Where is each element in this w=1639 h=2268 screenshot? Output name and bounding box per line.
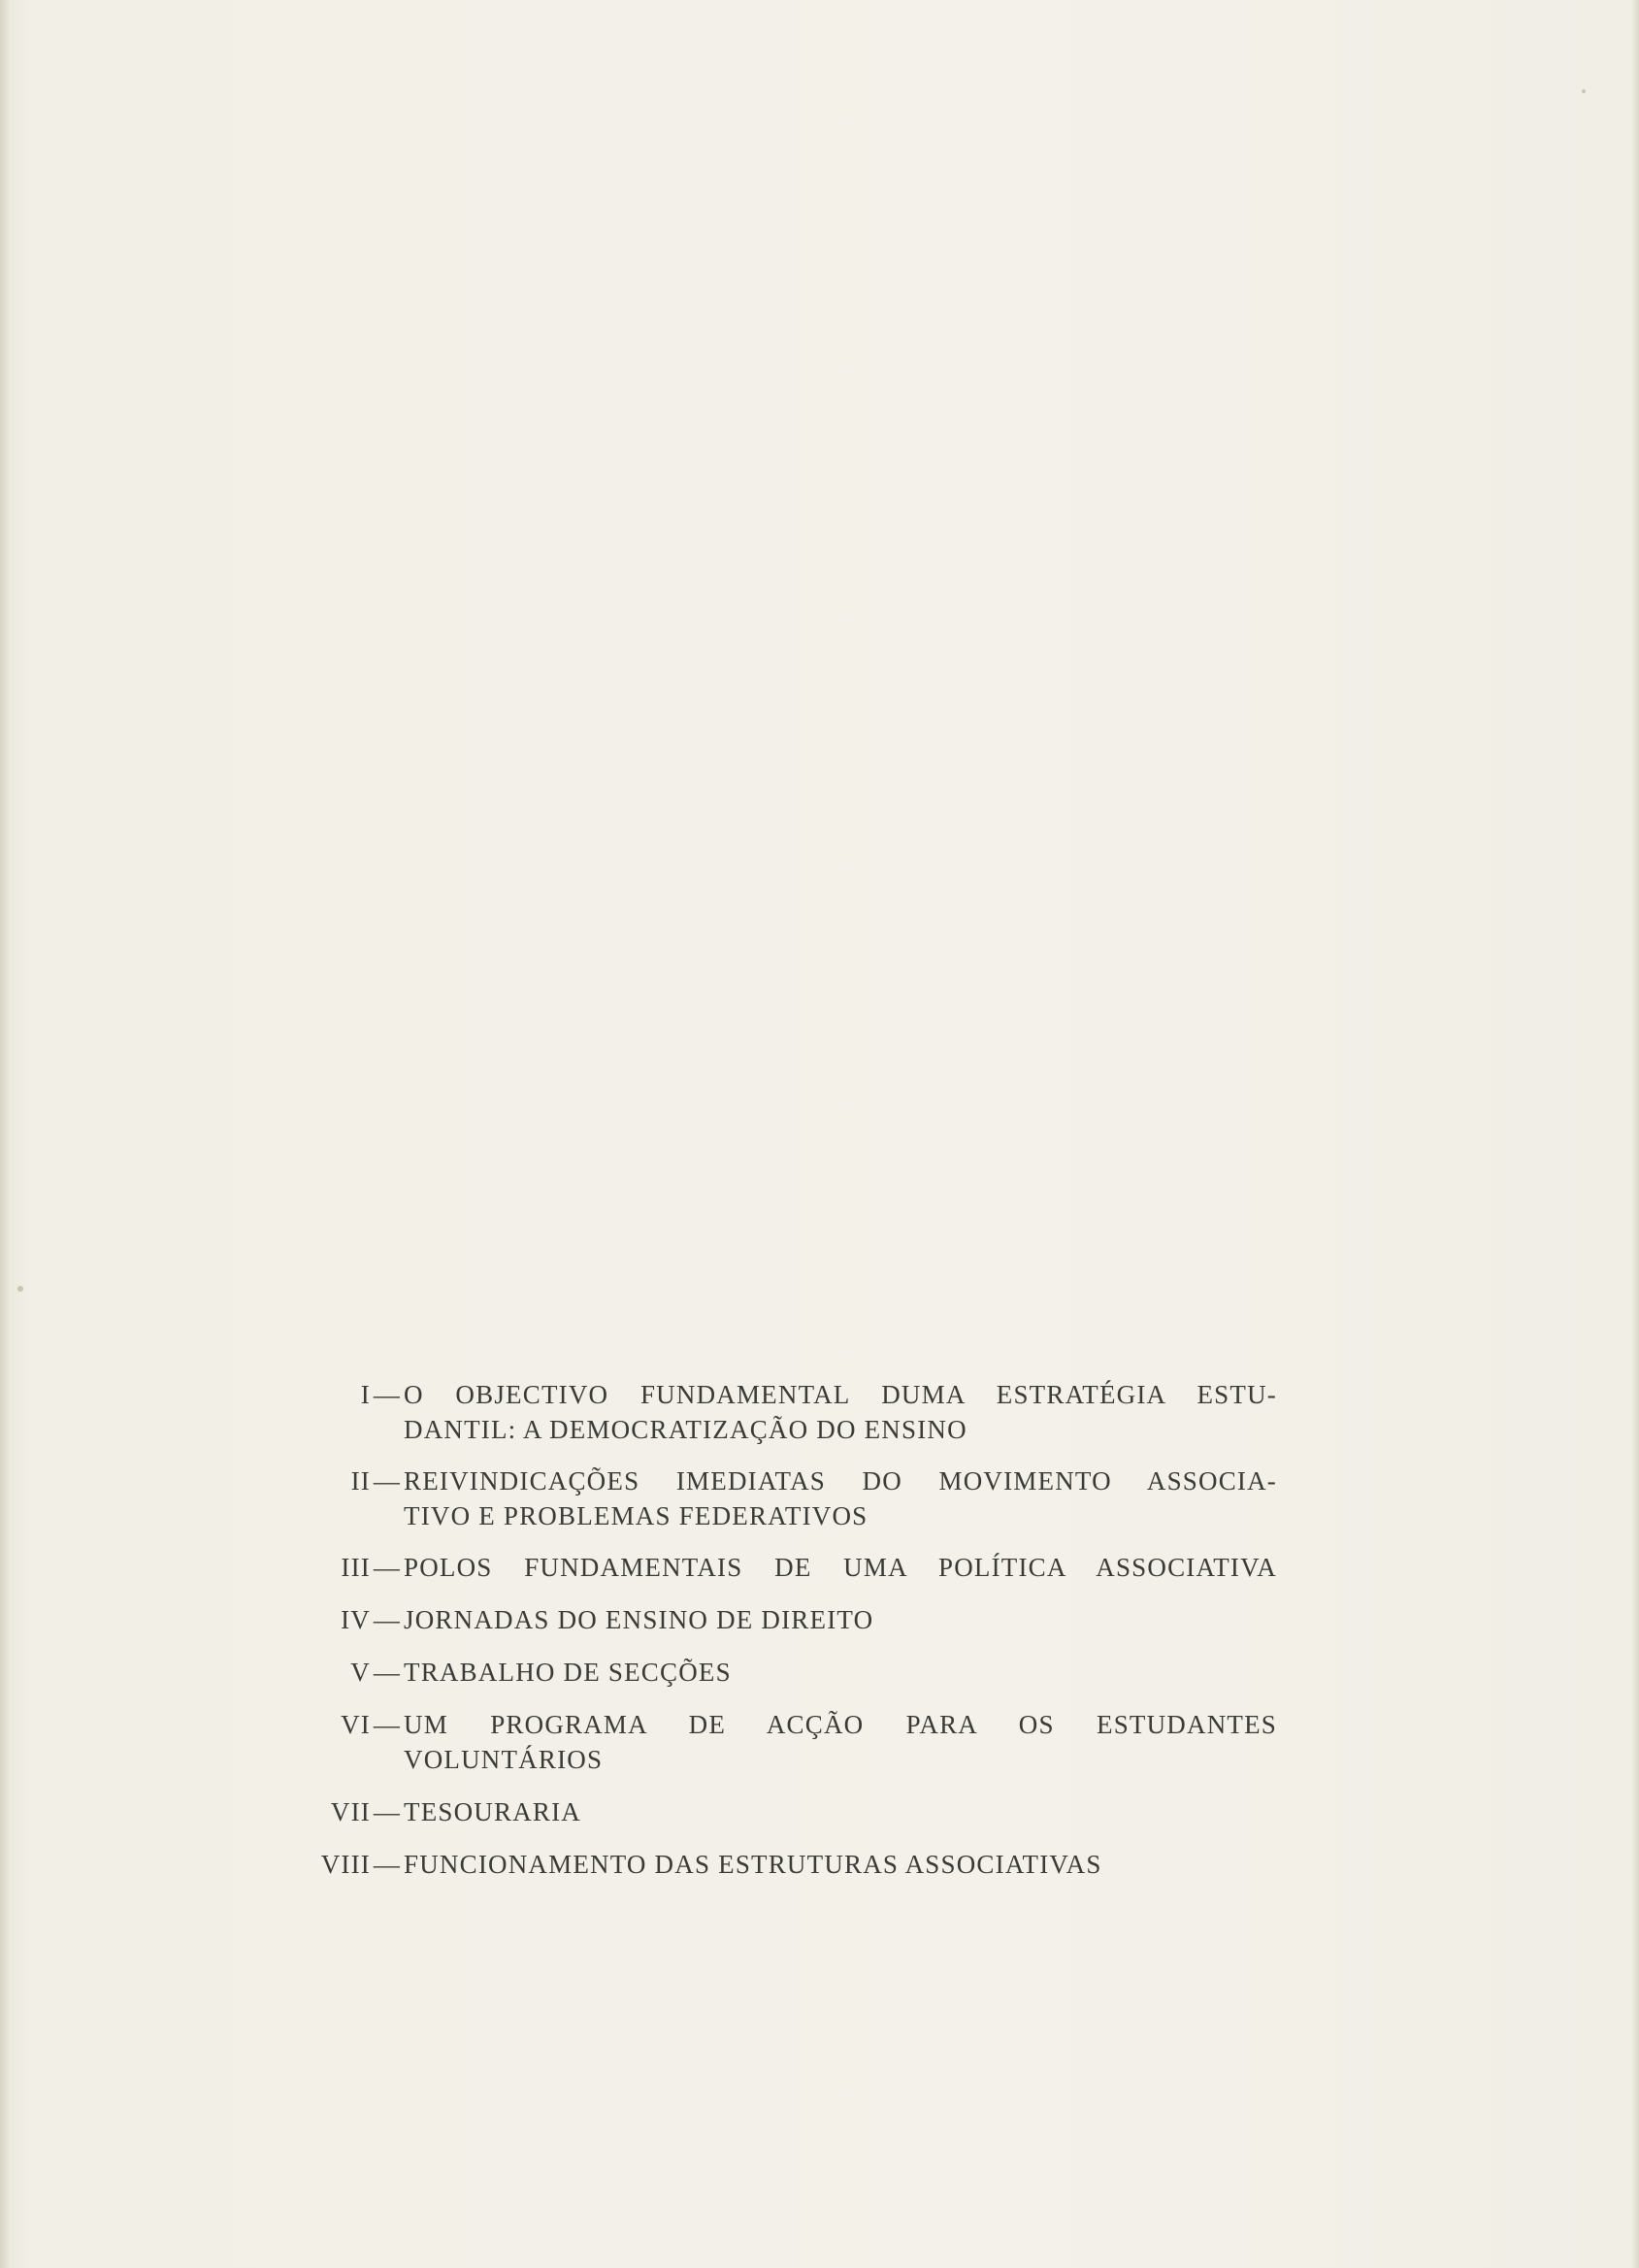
toc-line: TRABALHO DE SECÇÕES xyxy=(404,1658,732,1687)
toc-line: DANTIL: A DEMOCRATIZAÇÃO DO ENSINO xyxy=(404,1415,967,1444)
table-of-contents xyxy=(291,1377,1281,1882)
toc-item-number: IV — xyxy=(341,1605,402,1634)
toc-item-number: VII — xyxy=(330,1797,402,1826)
toc-item-title xyxy=(404,1847,1277,1882)
toc-item-title xyxy=(404,1794,1277,1829)
toc-item-title xyxy=(404,1463,1277,1533)
paper-speck xyxy=(17,1286,23,1292)
left-paper-edge xyxy=(0,0,10,2268)
toc-line: UM PROGRAMA DE ACÇÃO PARA OS ESTUDANTES xyxy=(404,1710,1277,1739)
right-paper-edge xyxy=(1631,0,1639,2268)
toc-item-8 xyxy=(291,1847,1281,1882)
toc-item-number: VI — xyxy=(341,1710,402,1739)
toc-line: JORNADAS DO ENSINO DE DIREITO xyxy=(404,1605,874,1634)
toc-line: FUNCIONAMENTO DAS ESTRUTURAS ASSOCIATIVAS xyxy=(404,1850,1102,1879)
toc-line: REIVINDICAÇÕES IMEDIATAS DO MOVIMENTO ASSOCIA- xyxy=(404,1466,1277,1496)
toc-item-number: III — xyxy=(341,1553,402,1582)
toc-item-title xyxy=(404,1602,1277,1637)
toc-item-title xyxy=(404,1655,1277,1690)
toc-item-3 xyxy=(291,1550,1281,1585)
toc-line: VOLUNTÁRIOS xyxy=(404,1745,604,1774)
toc-item-number: V — xyxy=(350,1658,402,1687)
toc-item-6 xyxy=(291,1707,1281,1777)
toc-item-title xyxy=(404,1550,1277,1585)
toc-line: POLOS FUNDAMENTAIS DE UMA POLÍTICA ASSOCIATIVA xyxy=(404,1553,1277,1582)
toc-item-2 xyxy=(291,1463,1281,1533)
paper-speck xyxy=(1582,89,1586,93)
toc-line: TESOURARIA xyxy=(404,1797,582,1826)
toc-item-7 xyxy=(291,1794,1281,1829)
toc-item-4 xyxy=(291,1602,1281,1637)
toc-item-number: II — xyxy=(350,1466,402,1496)
toc-item-title xyxy=(404,1707,1277,1777)
toc-item-1 xyxy=(291,1377,1281,1447)
toc-item-5 xyxy=(291,1655,1281,1690)
toc-item-title xyxy=(404,1377,1277,1447)
toc-item-number: VIII — xyxy=(320,1850,402,1879)
toc-line: O OBJECTIVO FUNDAMENTAL DUMA ESTRATÉGIA ESTU- xyxy=(404,1380,1277,1409)
toc-item-number: I — xyxy=(360,1380,402,1409)
toc-line: TIVO E PROBLEMAS FEDERATIVOS xyxy=(404,1501,869,1530)
